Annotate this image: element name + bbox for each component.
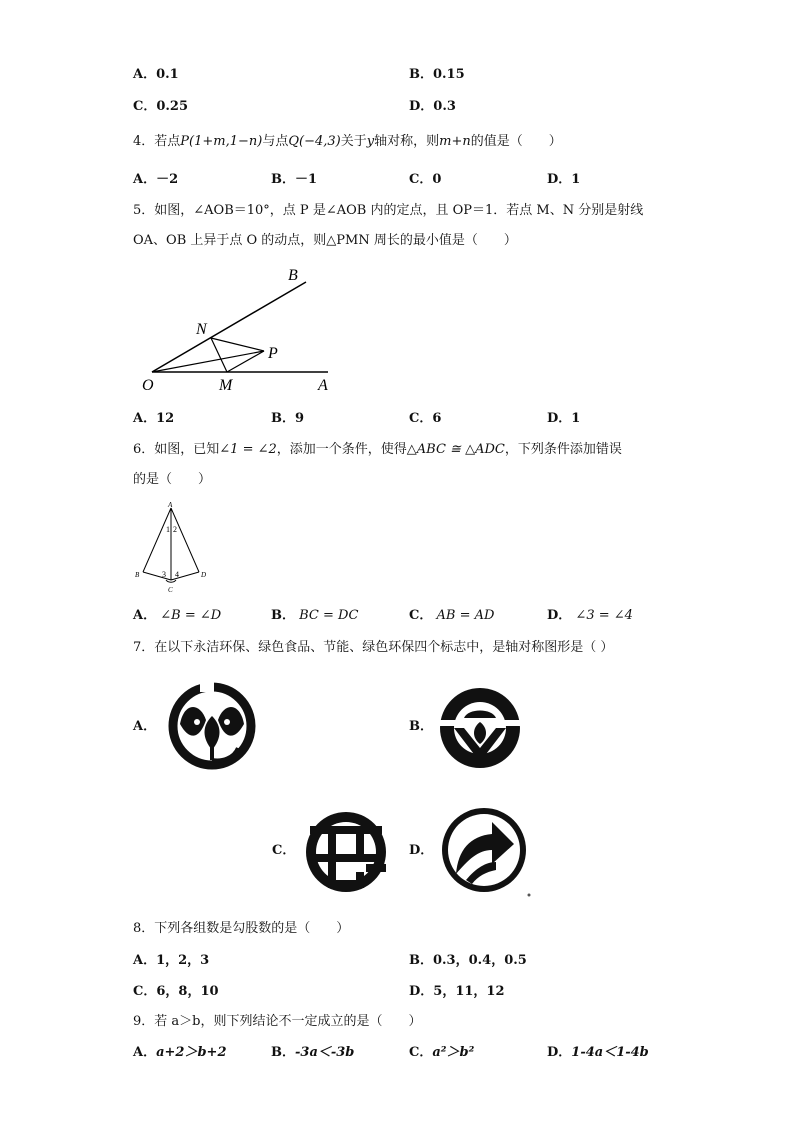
q6-option-a: [133, 607, 221, 625]
q8-option-a: A．1，2，3: [133, 953, 210, 968]
q6-figure: [133, 500, 213, 595]
q7-option-d: D．: [409, 843, 434, 858]
q6-option-c-letter: C．: [409, 608, 433, 623]
q4-point-p: P(1+m,1−n): [180, 134, 263, 149]
fig6-label-b: B: [135, 571, 140, 579]
q8-option-c: C．6，8，10: [133, 984, 219, 999]
q9-option-b-math: -3a＜-3b: [295, 1045, 355, 1060]
fig6-label-d: D: [201, 571, 207, 579]
q6-option-c: [409, 607, 494, 625]
q5-option-c: C．6: [409, 411, 442, 426]
q6-option-b-math: BC = DC: [299, 608, 359, 623]
green-food-logo-icon: [434, 682, 526, 774]
q9-option-b: [271, 1044, 354, 1062]
q9-option-c: [409, 1044, 474, 1062]
q3-option-a: A．0.1: [133, 67, 179, 82]
q9-option-a-math: a+2＞b+2: [156, 1045, 227, 1060]
q7-stem: 7．在以下永洁环保、绿色食品、节能、绿色环保四个标志中，是轴对称图形是（ ）: [133, 640, 614, 655]
q6-stem-line1: [133, 441, 622, 459]
q6-option-c-math: AB = AD: [436, 608, 495, 623]
q6-suffix: ，下列条件添加错误: [504, 442, 622, 457]
q4-suffix: 的值是（ ）: [470, 134, 562, 149]
q8-option-b: B．0.3，0.4，0.5: [409, 953, 527, 968]
q9-option-b-letter: B．: [271, 1045, 295, 1060]
green-recycle-logo-icon: [436, 800, 536, 900]
q5-figure: [138, 264, 378, 394]
fig6-label-a: A: [168, 501, 173, 509]
q6-stem-line2: 的是（ ）: [133, 472, 212, 487]
q3-option-d: D．0.3: [409, 99, 456, 114]
fig6-label-c: C: [168, 586, 173, 594]
q4-expr: m+n: [439, 134, 471, 149]
q5-option-b: B．9: [271, 411, 305, 426]
label-a: A: [318, 377, 328, 394]
q9-option-a-letter: A．: [133, 1045, 157, 1060]
q6-condition: ∠1 = ∠2: [219, 442, 277, 457]
q7-option-c: C．: [272, 843, 296, 858]
label-n: N: [196, 321, 207, 338]
q6-option-a-letter: A．: [133, 608, 157, 623]
fig6-angle-2: 2: [173, 525, 177, 534]
q5-option-d: D．1: [547, 411, 581, 426]
label-m: M: [219, 377, 233, 394]
q6-prefix: 6．如图，已知: [133, 442, 220, 457]
q4-axis: y: [366, 134, 375, 149]
q4-mid2: 关于: [340, 134, 367, 149]
q4-stem-prefix: 4．若点: [133, 134, 181, 149]
q6-option-a-math: ∠B = ∠D: [160, 608, 222, 623]
q9-option-c-letter: C．: [409, 1045, 433, 1060]
fig6-angle-3: 3: [162, 570, 166, 579]
q6-option-b-letter: B．: [271, 608, 295, 623]
q6-option-d: [547, 607, 633, 625]
recycle-clean-logo-icon: [166, 680, 258, 772]
q7-option-a: A．: [133, 719, 157, 734]
q4-mid: 与点: [262, 134, 289, 149]
q5-stem-line1: 5．如图，∠AOB＝10°，点 P 是∠AOB 内的定点，且 OP＝1．若点 M、N 分别是射线: [133, 203, 644, 218]
segment-nm: [211, 338, 227, 372]
q5-stem-line2: OA、OB 上异于点 O 的动点，则△PMN 周长的最小值是（ ）: [133, 233, 517, 248]
q4-point-q: Q(−4,3): [288, 134, 341, 149]
q4-stem: [133, 133, 562, 151]
q4-option-d: D．1: [547, 172, 581, 187]
q6-mid: ，添加一个条件，使得: [276, 442, 407, 457]
q8-stem: 8．下列各组数是勾股数的是（ ）: [133, 921, 350, 936]
q9-option-d: [547, 1044, 649, 1062]
fig6-angle-4: 4: [175, 570, 179, 579]
q9-option-c-math: a²＞b²: [432, 1045, 475, 1060]
q4-option-c: C．0: [409, 172, 442, 187]
q9-option-d-math: 1-4a＜1-4b: [571, 1045, 649, 1060]
q7-option-b: B．: [409, 719, 433, 734]
q9-option-a: [133, 1044, 226, 1062]
label-p: P: [268, 345, 278, 362]
q6-option-d-math: ∠3 = ∠4: [575, 608, 633, 623]
q4-mid3: 轴对称，则: [374, 134, 440, 149]
q6-congruence: △ABC ≅ △ADC: [406, 442, 505, 457]
q9-stem: 9．若 a＞b，则下列结论不一定成立的是（ ）: [133, 1014, 422, 1029]
q9-option-d-letter: D．: [547, 1045, 572, 1060]
q5-option-a: A．12: [133, 411, 175, 426]
q4-option-b: B．－1: [271, 172, 318, 187]
ray-ob: [152, 282, 306, 372]
q6-option-b: [271, 607, 358, 625]
segment-np: [211, 338, 264, 351]
q8-option-d: D．5，11，12: [409, 984, 505, 999]
q6-option-d-letter: D．: [547, 608, 572, 623]
q3-option-b: B．0.15: [409, 67, 465, 82]
q4-option-a: A．－2: [133, 172, 179, 187]
energy-saving-logo-icon: [300, 806, 392, 898]
label-b: B: [288, 267, 298, 284]
label-o: O: [142, 377, 154, 394]
fig6-angle-1: 1: [166, 525, 170, 534]
q3-option-c: C．0.25: [133, 99, 189, 114]
